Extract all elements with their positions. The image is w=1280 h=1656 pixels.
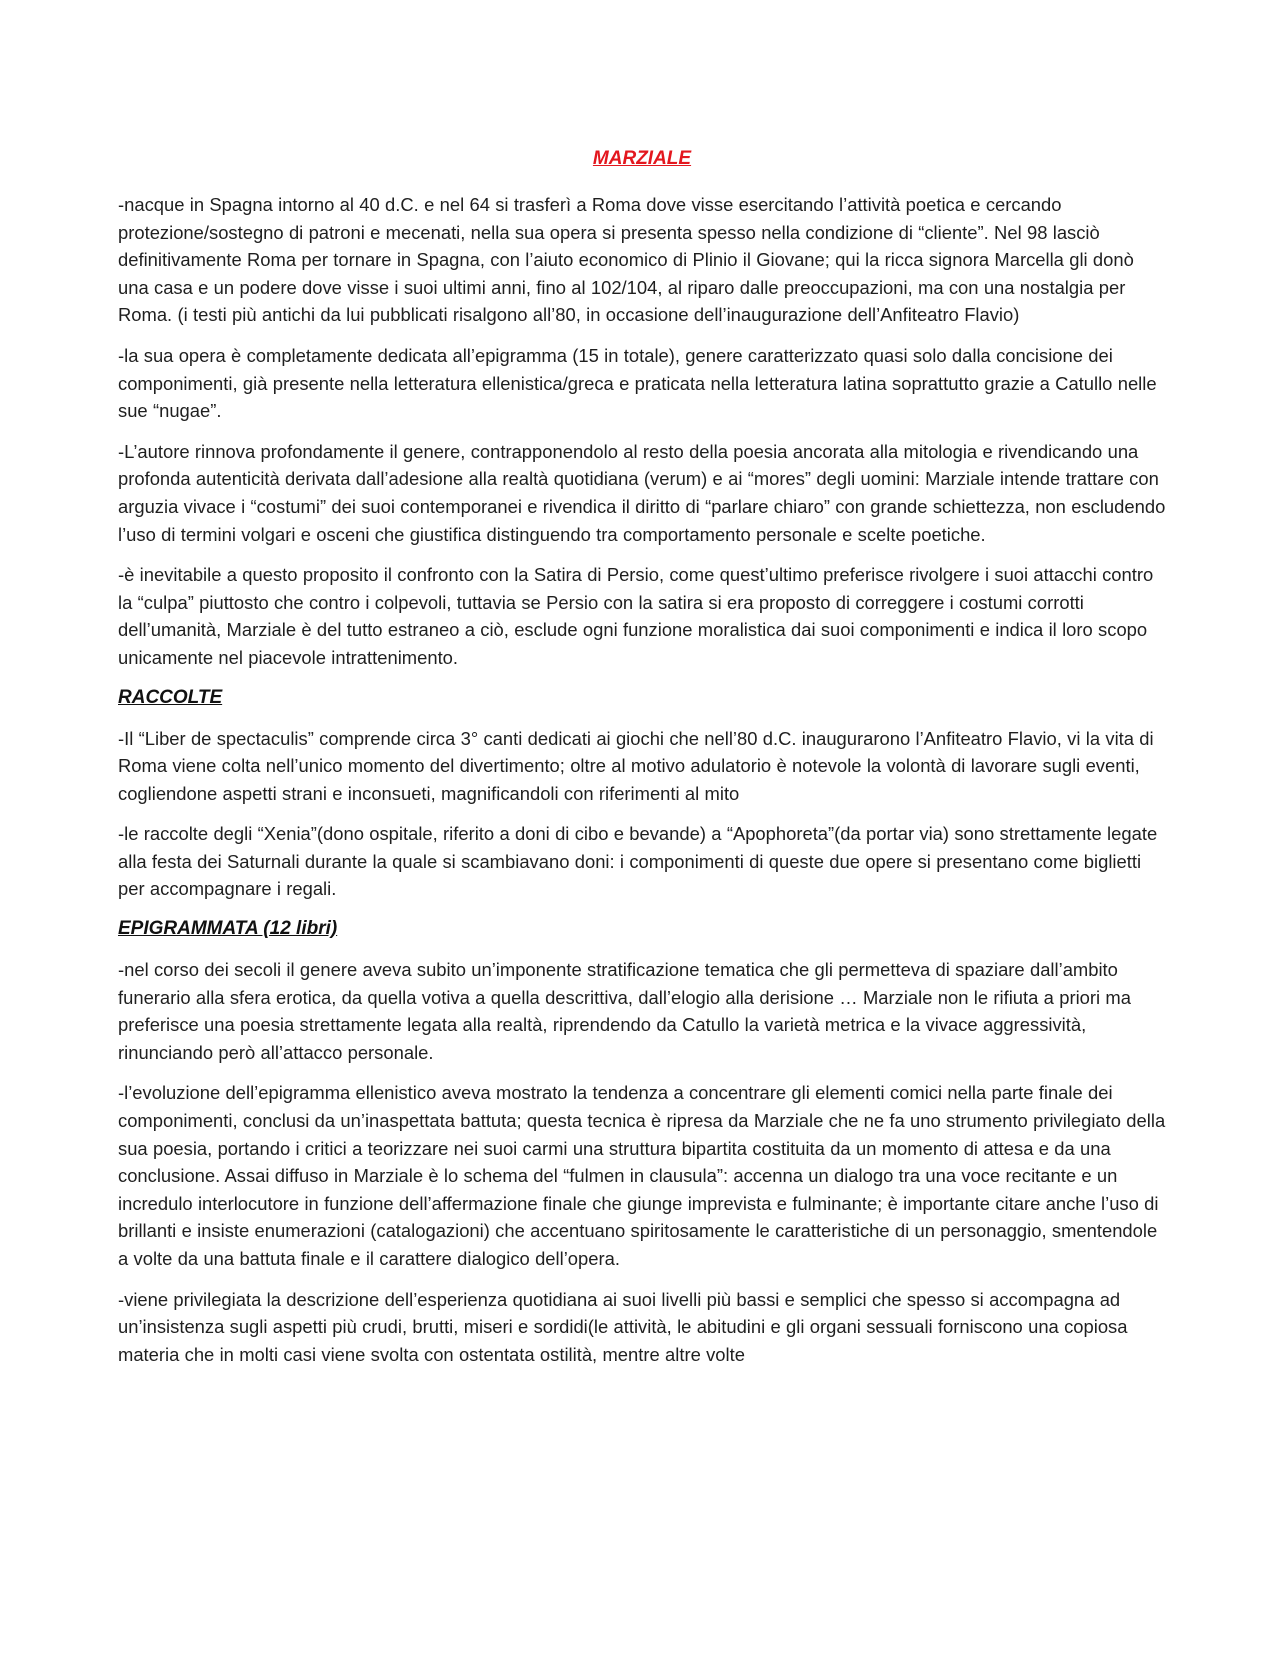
epigrammata-section <box>118 916 1166 1368</box>
paragraph: -nacque in Spagna intorno al 40 d.C. e nel 64 si trasferì a Roma dove visse esercitando l’attività poetica e cercando protezione/sostegno di patroni e mecenati, nella sua opera si presenta spesso nella condizione di “cliente”. Nel 98 lasciò definitivamente Roma per tornare in Spagna, con l’aiuto economico di Plinio il Giovane; qui la ricca signora Marcella gli donò una casa e un podere dove visse i suoi ultimi anni, fino al 102/104, al riparo dalle preoccupazioni, ma con una nostalgia per Roma. (i testi più antichi da lui pubblicati risalgono all’80, in occasione dell’inaugurazione dell’Anfiteatro Flavio) <box>118 194 1134 326</box>
document-title: MARZIALE <box>592 148 692 169</box>
intro-section <box>118 191 1166 672</box>
paragraph: -viene privilegiata la descrizione dell’esperienza quotidiana ai suoi livelli più bassi e semplici che spesso si accompagna ad un’insistenza sugli aspetti più crudi, brutti, miseri e sordidi(le attività, le abitudini e gli organi sessuali forniscono una copiosa materia che in molti casi viene svolta con ostentata ostilità, mentre altre volte <box>118 1288 1128 1365</box>
section-heading-epigrammata: EPIGRAMMATA (12 libri) <box>118 918 338 940</box>
section-heading-raccolte: RACCOLTE <box>118 686 223 708</box>
paragraph: -L’autore rinnova profondamente il genere, contrapponendolo al resto della poesia ancorata alla mitologia e rivendicando una profonda autenticità derivata dall’adesione alla realtà quotidiana (verum) e ai “mores” degli uomini: Marziale intende trattare con arguzia vivace i “costumi” dei suoi contemporanei e rivendica il diritto di “parlare chiaro” con grande schiettezza, non escludendo l’uso di termini volgari e osceni che giustifica distinguendo tra comportamento personale e scelte poetiche. <box>118 440 1166 545</box>
paragraph: -Il “Liber de spectaculis” comprende circa 3° canti dedicati ai giochi che nell’80 d.C. inaugurarono l’Anfiteatro Flavio, vi la vita di Roma viene colta nell’unico momento del divertimento; oltre al motivo adulatorio è notevole la volontà di lavorare sugli eventi, cogliendone aspetti strani e inconsueti, magnificandoli con riferimenti al mito <box>118 727 1154 804</box>
document-page <box>118 146 1166 1381</box>
paragraph: -l’evoluzione dell’epigramma ellenistico aveva mostrato la tendenza a concentrare gli elementi comici nella parte finale dei componimenti, conclusi da un’inaspettata battuta; questa tecnica è ripresa da Marziale che ne fa uno strumento privilegiato della sua poesia, portando i critici a teorizzare nei suoi carmi una struttura bipartita costituita da un momento di attesa e da una conclusione. Assai diffuso in Marziale è lo schema del “fulmen in clausula”: accenna un dialogo tra una voce recitante e un incredulo interlocutore in funzione dell’affermazione finale che giunge imprevista e fulminante; è importante citare anche l’uso di brillanti e insiste enumerazioni (catalogazioni) che accentuano spiritosamente le caratteristiche di un personaggio, smentendole a volte da una battuta finale e il carattere dialogico dell’opera. <box>118 1082 1166 1269</box>
paragraph: -le raccolte degli “Xenia”(dono ospitale, riferito a doni di cibo e bevande) a “Apophoreta”(da portar via) sono strettamente legate alla festa dei Saturnali durante la quale si scambiavano doni: i componimenti di queste due opere si presentano come biglietti per accompagnare i regali. <box>118 823 1158 900</box>
paragraph: -è inevitabile a questo proposito il confronto con la Satira di Persio, come quest’ultimo preferisce rivolgere i suoi attacchi contro la “culpa” piuttosto che contro i colpevoli, tuttavia se Persio con la satira si era proposto di correggere i costumi corrotti dell’umanità, Marziale è del tutto estraneo a ciò, esclude ogni funzione moralistica dai suoi componimenti e indica il loro scopo unicamente nel piacevole intrattenimento. <box>118 564 1154 668</box>
paragraph: -la sua opera è completamente dedicata all’epigramma (15 in totale), genere caratterizzato quasi solo dalla concisione dei componimenti, già presente nella letteratura ellenistica/greca e praticata nella letteratura latina soprattutto grazie a Catullo nelle sue “nugae”. <box>118 344 1157 422</box>
paragraph: -nel corso dei secoli il genere aveva subito un’imponente stratificazione tematica che gli permetteva di spaziare dall’ambito funerario alla sfera erotica, da quella votiva a quella descrittiva, dall’elogio alla derisione … Marziale non le rifiuta a priori ma preferisce una poesia strettamente legata alla realtà, riprendendo da Catullo la varietà metrica e la vivace aggressività, rinunciando però all’attacco personale. <box>118 959 1131 1063</box>
raccolte-section <box>118 685 1166 904</box>
